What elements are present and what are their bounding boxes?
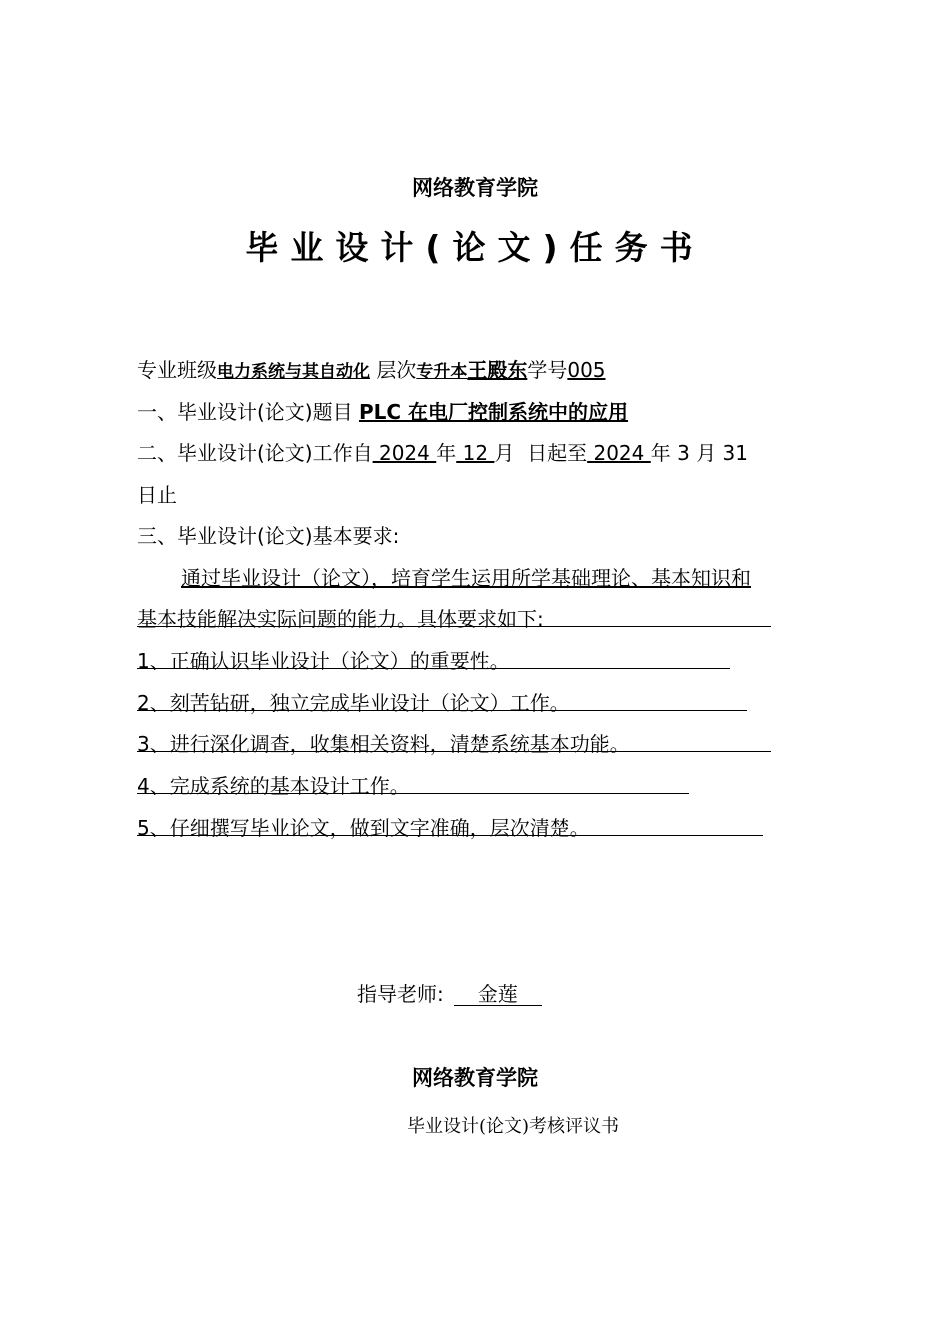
start-year: 2024 <box>372 441 437 465</box>
requirement-item <box>137 813 763 840</box>
requirement-item <box>137 646 730 673</box>
info-line <box>137 355 606 387</box>
topic-line <box>137 397 628 427</box>
end-date: 年 3 月 31 <box>650 441 748 465</box>
month-char: 月 <box>494 441 515 465</box>
period-label: 二、毕业设计(论文)工作自 <box>137 441 373 465</box>
footer-subtitle: 毕业设计(论文)考核评议书 <box>406 1116 620 1137</box>
requirement-text: 1、正确认识毕业设计（论文）的重要性。 <box>137 649 510 673</box>
level-label: 层次 <box>376 358 417 382</box>
topic-value: PLC 在电厂控制系统中的应用 <box>358 400 629 424</box>
requirement-text: 3、进行深化调查，收集相关资料，清楚系统基本功能。 <box>137 732 630 756</box>
year-char: 年 <box>436 441 457 465</box>
end-year: 2024 <box>587 441 651 465</box>
major-value: 电力系统与其自动化 <box>217 362 370 382</box>
period-gap <box>514 441 527 465</box>
advisor-name: 金莲 <box>454 983 542 1006</box>
requirement-text: 5、仔细撰写毕业论文，做到文字准确，层次清楚。 <box>137 816 590 840</box>
student-name: 王殿东 <box>467 358 528 382</box>
advisor-line <box>357 979 542 1009</box>
document-title: 毕业设计(论文)任务书 <box>245 228 705 267</box>
requirement-text: 4、完成系统的基本设计工作。 <box>137 774 410 798</box>
from-to: 日起至 <box>527 441 588 465</box>
requirement-item <box>137 729 771 756</box>
id-label: 学号 <box>527 358 568 382</box>
requirement-text: 2、刻苦钻研，独立完成毕业设计（论文）工作。 <box>137 691 570 715</box>
advisor-label: 指导老师: <box>357 982 444 1006</box>
intro-line-2: 基本技能解决实际问题的能力。具体要求如下: <box>137 607 544 631</box>
school-name: 网络教育学院 <box>412 176 538 200</box>
footer-school-name: 网络教育学院 <box>412 1066 538 1090</box>
period-tail: 日止 <box>137 483 177 507</box>
requirements-label: 三、毕业设计(论文)基本要求: <box>137 524 400 548</box>
requirements-intro-2 <box>137 604 771 631</box>
topic-label: 一、毕业设计(论文)题目 <box>137 400 353 424</box>
period-line <box>137 438 748 468</box>
major-label: 专业班级 <box>137 358 217 382</box>
requirement-item <box>137 688 747 715</box>
requirement-item <box>137 771 689 798</box>
level-value: 专升本 <box>416 362 468 382</box>
requirements-intro-1 <box>181 563 751 593</box>
start-month: 12 <box>456 441 495 465</box>
intro-line-1: 通过毕业设计（论文），培育学生运用所学基础理论、基本知识和 <box>181 566 751 590</box>
id-value: 005 <box>567 358 606 382</box>
